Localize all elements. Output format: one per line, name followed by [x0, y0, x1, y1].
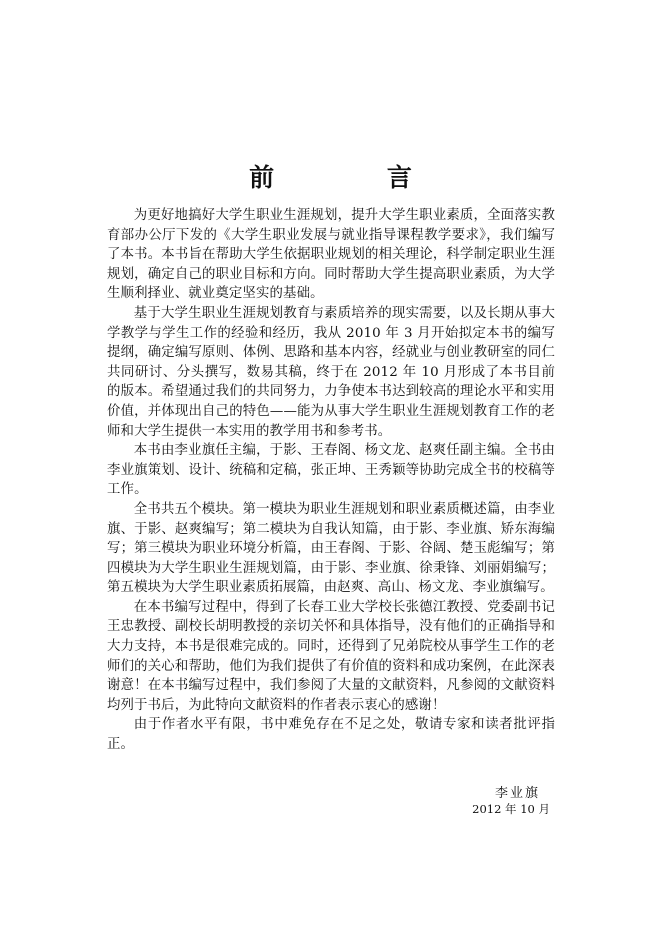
paragraph-4: 全书共五个模块。第一模块为职业生涯规划和职业素质概述篇，由李业旗、于影、赵爽编写；第二模块为自我认知篇，由于影、李业旗、矫东海编写；第三模块为职业环境分析篇，由王春阁、于影、谷阔、楚玉彪编写；第四模块为大学生职业生涯规划篇，由于影、李业旗、徐秉锋、刘丽娟编写；第五模块为大学生职业素质拓展篇，由赵爽、高山、杨文龙、李业旗编写。 — [107, 501, 555, 596]
paragraph-2: 基于大学生职业生涯规划教育与素质培养的现实需要，以及长期从事大学教学与学生工作的经验和经历，我从 2010 年 3 月开始拟定本书的编写提纲，确定编写原则、体例、思路和基本内容，经就业与创业教研室的同仁共同研讨、分头撰写，数易其稿，终于在 2012 年 10 月形成了本书目前的版本。希望通过我们的共同努力，力争使本书达到较高的理论水平和实用价值，并体现出自己的特色——能为从事大学生职业生涯规划教育工作的老师和大学生提供一本实用的教学用书和参考书。 — [107, 305, 555, 439]
paragraph-6: 由于作者水平有限，书中难免存在不足之处，敬请专家和读者批评指正。 — [107, 717, 555, 753]
preface-date: 2012 年 10 月 — [472, 802, 550, 816]
preface-body — [107, 206, 555, 755]
page-title: 前 言 — [249, 163, 464, 192]
paragraph-5: 在本书编写过程中，得到了长春工业大学校长张德江教授、党委副书记王忠教授、副校长胡明教授的亲切关怀和具体指导，没有他们的正确指导和大力支持，本书是很难完成的。同时，还得到了兄弟院校从事学生工作的老师们的关心和帮助，他们为我们提供了有价值的资料和成功案例，在此深表谢意！在本书编写过程中，我们参阅了大量的文献资料，凡参阅的文献资料均列于书后，为此特向文献资料的作者表示衷心的感谢！ — [107, 599, 555, 713]
paragraph-1: 为更好地搞好大学生职业生涯规划，提升大学生职业素质，全面落实教育部办公厅下发的《大学生职业发展与就业指导课程教学要求》，我们编写了本书。本书旨在帮助大学生依据职业规划的相关理论，科学制定职业生涯规划，确定自己的职业目标和方向。同时帮助大学生提高职业素质，为大学生顺利择业、就业奠定坚实的基础。 — [107, 208, 555, 302]
paragraph-3: 本书由李业旗任主编，于影、王春阁、杨文龙、赵爽任副主编。全书由李业旗策划、设计、统稿和定稿，张正坤、王秀颖等协助完成全书的校稿等工作。 — [107, 443, 555, 498]
author-signature: 李业旗 — [494, 786, 540, 801]
